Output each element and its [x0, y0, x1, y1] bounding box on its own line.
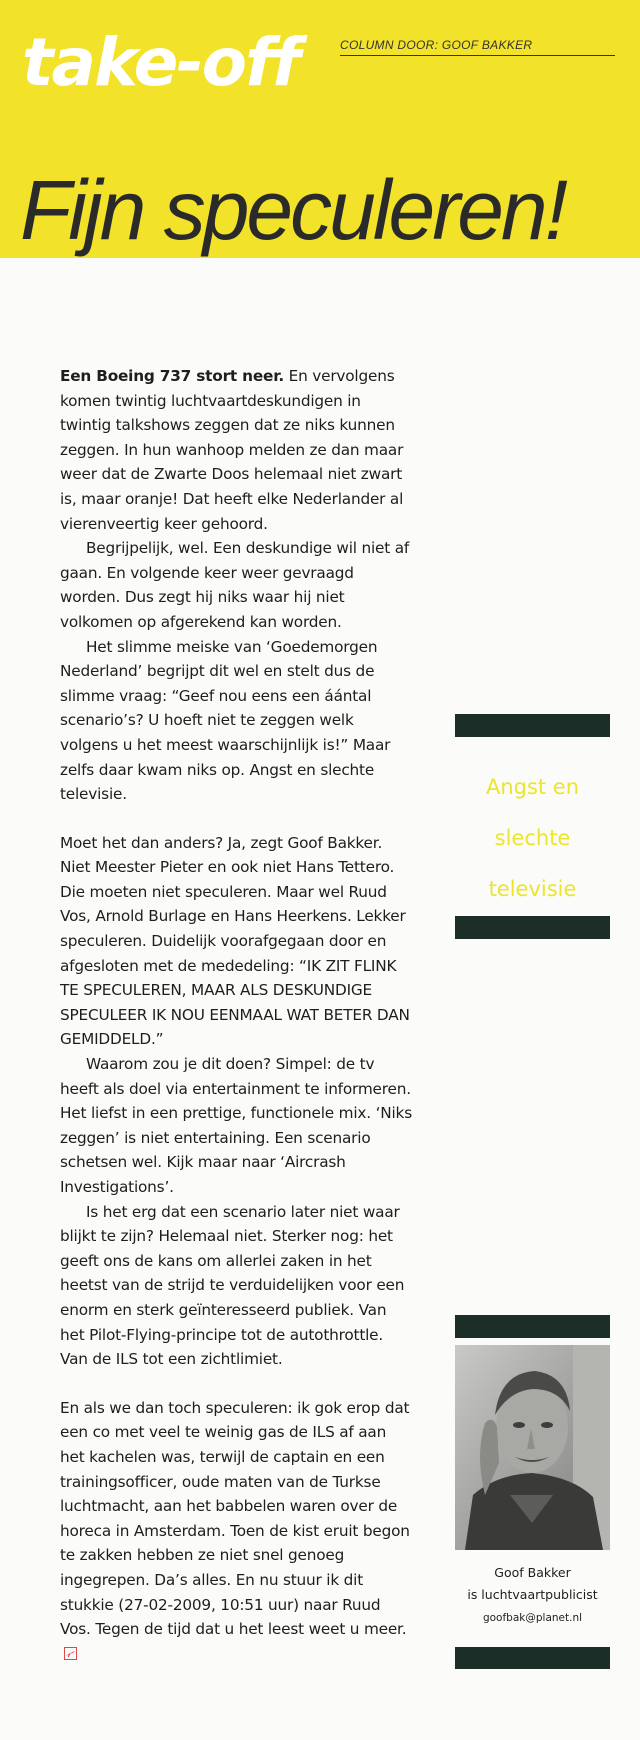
pullquote — [455, 762, 610, 915]
paragraph-7 — [60, 1396, 412, 1667]
pullquote-top-bar — [455, 714, 610, 737]
article-body — [60, 364, 412, 1666]
column-kicker: take-off — [22, 24, 299, 101]
author-role: is luchtvaartpublicist — [467, 1587, 598, 1602]
paragraph-1-text: En vervolgens komen twintig luchtvaartdeskundigen in twintig talkshows zeggen dat ze niks kunnen zeggen. In hun wanhoop melden ze dan maar weer dat de Zwarte Doos helemaal niet zwart is, maar oranje! Dat heeft elke Nederlander al vierenveertig keer gehoord. — [60, 367, 404, 533]
pullquote-line-3: televisie — [488, 877, 577, 901]
paragraph-5: Waarom zou je dit doen? Simpel: de tv heeft als doel via entertainment te informeren. Het liefst in een prettige, functionele mix. ‘Niks zeggen’ is niet entertaining. Een scenario schetsen wel. Kijk maar naar ‘Aircrash Investigations’. — [60, 1055, 412, 1196]
author-portrait-image — [455, 1345, 610, 1550]
author-email: goofbak@planet.nl — [482, 1612, 583, 1624]
author-bottom-bar — [455, 1647, 610, 1669]
pullquote-line-1: Angst en — [485, 775, 580, 799]
author-top-bar — [455, 1315, 610, 1338]
pullquote-line-2: slechte — [494, 826, 571, 850]
author-name: Goof Bakker — [494, 1565, 571, 1580]
article-headline: Fijn speculeren! — [20, 163, 565, 257]
author-caption — [455, 1562, 610, 1630]
paragraph-6: Is het erg dat een scenario later niet waar blijkt te zijn? Helemaal niet. Sterker nog: het geeft ons de kans om allerlei zaken in het heetst van de strijd te verduidelijken voor een enorm en sterk geïnteresseerd publiek. Van het Pilot-Flying-principe tot de autothrottle. Van de ILS tot een zichtlimiet. — [60, 1202, 405, 1369]
lead-sentence: Een Boeing 737 stort neer. — [60, 367, 284, 385]
airplane-end-icon — [64, 1647, 77, 1660]
paragraph-2: Begrijpelijk, wel. Een deskundige wil niet af gaan. En volgende keer weer gevraagd worden. Dus zegt hij niks waar hij niet volkomen op afgerekend kan worden. — [60, 539, 410, 631]
paragraph-7-text: En als we dan toch speculeren: ik gok erop dat een co met veel te weinig gas de ILS af aan het kachelen was, terwijl de captain en een trainingsofficer, oude maten van de Turkse luchtmacht, aan het babbelen waren over de horeca in Amsterdam. Toen de kist eruit begon te zakken hebben ze niet snel genoeg ingegrepen. Da’s alles. En nu stuur ik dit stukkie (27-02-2009, 10:51 uur) naar Ruud Vos. Tegen de tijd dat u het leest weet u meer. — [60, 1398, 410, 1639]
author-photo — [455, 1345, 610, 1550]
paragraph-1 — [60, 364, 412, 536]
paragraph-3: Het slimme meiske van ‘Goedemorgen Nederland’ begrijpt dit wel en stelt dus de slimme vraag: “Geef nou eens een áántal scenario’s? U hoeft niet te zeggen welk volgens u het meest waarschijnlijk is!” Maar zelfs daar kwam niks op. Angst en slechte televisie. — [60, 637, 391, 804]
paragraph-4: Moet het dan anders? Ja, zegt Goof Bakker. Niet Meester Pieter en ook niet Hans Tettero. Die moeten niet speculeren. Maar wel Ruud Vos, Arnold Burlage en Hans Heerkens. Lekker speculeren. Duidelijk voorafgegaan door en afgesloten met de mededeling: “IK ZIT FLINK TE SPECULEREN, MAAR ALS DESKUNDIGE SPECULEER IK NOU EENMAAL WAT BETER DAN GEMIDDELD.” — [60, 833, 410, 1049]
pullquote-bottom-bar — [455, 916, 610, 939]
column-byline: COLUMN DOOR: GOOF BAKKER — [340, 38, 615, 56]
